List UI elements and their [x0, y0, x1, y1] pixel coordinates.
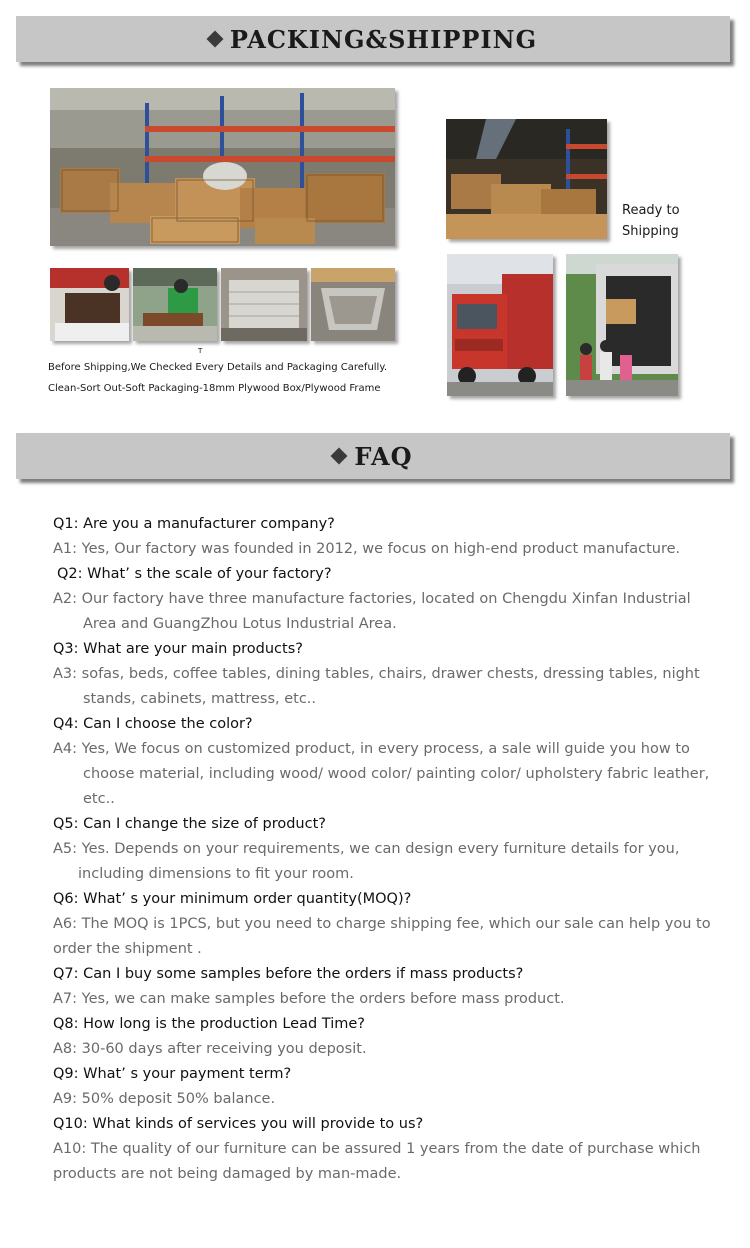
faq-answer-7: A7: Yes, we can make samples before the orders before mass product. — [53, 991, 565, 1007]
diamond-bullet-icon — [206, 31, 223, 48]
container-loading-photo — [566, 254, 678, 396]
ready-line-1: Ready to — [622, 203, 680, 218]
faq-title: FAQ — [354, 441, 413, 471]
packing-caption-2: Clean-Sort Out-Soft Packaging-18mm Plywood Box/Plywood Frame — [48, 383, 381, 394]
faq-answer-6: A6: The MOQ is 1PCS, but you need to charge shipping fee, which our sale can help you to order the shipment . — [53, 916, 711, 957]
faq-question-5: Q5: Can I change the size of product? — [53, 816, 326, 832]
truck-photo — [447, 254, 553, 396]
faq-question-6: Q6: What’ s your minimum order quantity(MOQ)? — [53, 891, 412, 907]
faq-answer-2: A2: Our factory have three manufacture factories, located on Chengdu Xinfan Industrial Area and GuangZhou Lotus Industrial Area. — [53, 591, 691, 632]
faq-question-2: Q2: What’ s the scale of your factory? — [57, 566, 332, 582]
warehouse-photo — [50, 88, 395, 246]
faq-answer-10: A10: The quality of our furniture can be assured 1 years from the date of purchase which products are not being damaged by man-made. — [53, 1141, 701, 1182]
faq-answer-3: A3: sofas, beds, coffee tables, dining tables, chairs, drawer chests, dressing tables, night stands, cabinets, mattress, etc.. — [53, 666, 700, 707]
packing-caption-1: Before Shipping,We Checked Every Details and Packaging Carefully. — [48, 362, 388, 373]
packing-photo-1 — [50, 268, 129, 341]
faq-question-3: Q3: What are your main products? — [53, 641, 303, 657]
faq-list — [53, 512, 723, 1187]
faq-question-9: Q9: What’ s your payment term? — [53, 1066, 292, 1082]
ready-line-2: Shipping — [622, 224, 679, 239]
packing-photo-4 — [311, 268, 395, 341]
packing-shipping-title: PACKING&SHIPPING — [229, 24, 538, 54]
faq-banner — [16, 433, 730, 479]
faq-question-10: Q10: What kinds of services you will provide to us? — [53, 1116, 424, 1132]
ready-to-shipping-label — [622, 200, 680, 242]
diamond-bullet-icon — [331, 448, 348, 465]
faq-question-4: Q4: Can I choose the color? — [53, 716, 253, 732]
small-mark: T — [198, 347, 203, 355]
faq-answer-5: A5: Yes. Depends on your requirements, we can design every furniture details for you, including dimensions to fit your room. — [53, 841, 680, 882]
packing-photo-2 — [133, 268, 217, 341]
faq-question-8: Q8: How long is the production Lead Time? — [53, 1016, 365, 1032]
packing-shipping-banner — [16, 16, 730, 62]
faq-answer-4: A4: Yes, We focus on customized product, in every process, a sale will guide you how to choose material, including wood/ wood color/ painting color/ upholstery fabric leather, etc.. — [53, 741, 710, 807]
faq-answer-8: A8: 30-60 days after receiving you deposit. — [53, 1041, 367, 1057]
faq-question-7: Q7: Can I buy some samples before the orders if mass products? — [53, 966, 524, 982]
faq-answer-9: A9: 50% deposit 50% balance. — [53, 1091, 276, 1107]
loaded-warehouse-photo — [446, 119, 607, 239]
faq-answer-1: A1: Yes, Our factory was founded in 2012, we focus on high-end product manufacture. — [53, 541, 681, 557]
packing-photo-3 — [221, 268, 307, 341]
faq-question-1: Q1: Are you a manufacturer company? — [53, 516, 335, 532]
